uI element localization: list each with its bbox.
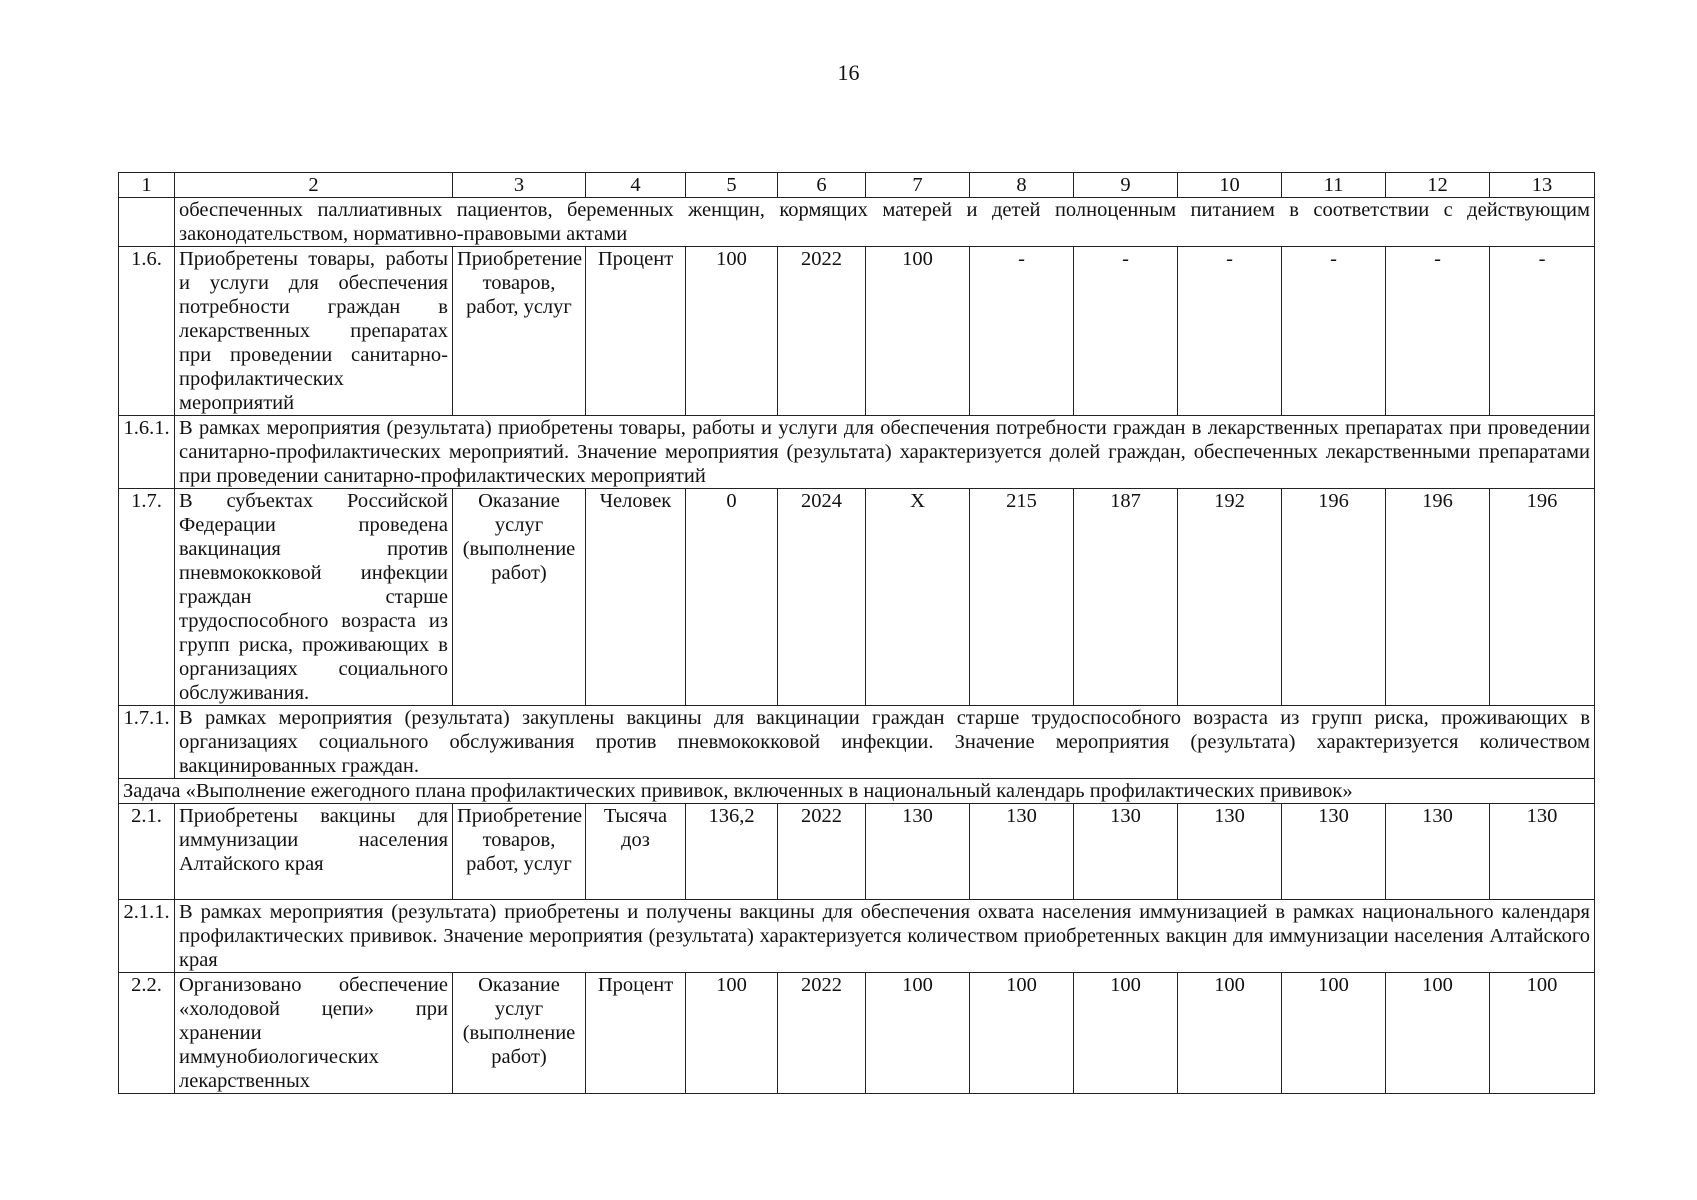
- value-col-8: 130: [970, 804, 1074, 900]
- page-number: 16: [837, 60, 860, 85]
- base-year: 2022: [778, 804, 866, 900]
- column-number: 2: [175, 173, 453, 198]
- description-text: В рамках мероприятия (результата) приобретены товары, работы и услуги для обеспечения потребности граждан в лекарственных препаратах при проведении санитарно-профилактических мероприятий. Значение мероприятия (результата) характеризуется долей граждан, обеспеченных лекарственными препаратами при проведении санитарно-профилактических мероприятий: [175, 416, 1595, 489]
- column-number: 1: [119, 173, 175, 198]
- result-name: Организовано обеспечение «холодовой цепи» при хранении иммунобиологических лекарственных: [175, 973, 453, 1094]
- description-number: 1.7.1.: [119, 706, 175, 779]
- task-row: [119, 779, 1595, 804]
- value-col-12: 130: [1386, 804, 1490, 900]
- value-col-12: 196: [1386, 489, 1490, 706]
- value-col-13: -: [1490, 247, 1595, 416]
- value-col-11: 196: [1282, 489, 1386, 706]
- task-text: Задача «Выполнение ежегодного плана профилактических прививок, включенных в национальный календарь профилактических прививок»: [119, 779, 1595, 804]
- result-name: Приобретены вакцины для иммунизации населения Алтайского края: [175, 804, 453, 900]
- value-col-9: 100: [1074, 973, 1178, 1094]
- table-row: [119, 973, 1595, 1094]
- description-row: [119, 706, 1595, 779]
- value-col-8: 100: [970, 973, 1074, 1094]
- unit-of-measure: Тысяча доз: [586, 804, 686, 900]
- column-number: 9: [1074, 173, 1178, 198]
- indicators-table: [118, 172, 1595, 1094]
- column-number: 13: [1490, 173, 1595, 198]
- value-col-10: -: [1178, 247, 1282, 416]
- column-number: 12: [1386, 173, 1490, 198]
- result-type: Оказание услуг (выполнение работ): [453, 973, 586, 1094]
- table-row: [119, 489, 1595, 706]
- result-name: В субъектах Российской Федерации проведена вакцинация против пневмококковой инфекции граждан старше трудоспособного возраста из групп риска, проживающих в организациях социального обслуживания.: [175, 489, 453, 706]
- unit-of-measure: Человек: [586, 489, 686, 706]
- value-col-13: 130: [1490, 804, 1595, 900]
- description-number: 1.6.1.: [119, 416, 175, 489]
- result-name: Приобретены товары, работы и услуги для обеспечения потребности граждан в лекарственных препаратах при проведении санитарно-профилактических мероприятий: [175, 247, 453, 416]
- column-number: 8: [970, 173, 1074, 198]
- table-row: [119, 247, 1595, 416]
- result-type: Приобретение товаров, работ, услуг: [453, 247, 586, 416]
- value-col-12: -: [1386, 247, 1490, 416]
- column-number: 5: [686, 173, 778, 198]
- base-year: 2022: [778, 973, 866, 1094]
- value-col-7: 100: [866, 973, 970, 1094]
- base-value: 0: [686, 489, 778, 706]
- value-col-9: 130: [1074, 804, 1178, 900]
- result-type: Оказание услуг (выполнение работ): [453, 489, 586, 706]
- value-col-13: 100: [1490, 973, 1595, 1094]
- value-col-9: 187: [1074, 489, 1178, 706]
- value-col-11: -: [1282, 247, 1386, 416]
- value-col-8: -: [970, 247, 1074, 416]
- description-number: 2.1.1.: [119, 900, 175, 973]
- value-col-9: -: [1074, 247, 1178, 416]
- unit-of-measure: Процент: [586, 247, 686, 416]
- column-number: 10: [1178, 173, 1282, 198]
- table-cell: [119, 198, 175, 247]
- row-number: 1.6.: [119, 247, 175, 416]
- description-text: В рамках мероприятия (результата) закуплены вакцины для вакцинации граждан старше трудоспособного возраста из групп риска, проживающих в организациях социального обслуживания против пневмококковой инфекции. Значение мероприятия (результата) характеризуется количеством вакцинированных граждан.: [175, 706, 1595, 779]
- value-col-13: 196: [1490, 489, 1595, 706]
- row-number: 2.2.: [119, 973, 175, 1094]
- continuation-row: [119, 198, 1595, 247]
- column-numbers-row: [119, 173, 1595, 198]
- base-year: 2022: [778, 247, 866, 416]
- value-col-11: 130: [1282, 804, 1386, 900]
- base-value: 100: [686, 973, 778, 1094]
- row-number: 1.7.: [119, 489, 175, 706]
- base-year: 2024: [778, 489, 866, 706]
- value-col-12: 100: [1386, 973, 1490, 1094]
- value-col-11: 100: [1282, 973, 1386, 1094]
- value-col-7: 100: [866, 247, 970, 416]
- column-number: 11: [1282, 173, 1386, 198]
- column-number: 4: [586, 173, 686, 198]
- column-number: 7: [866, 173, 970, 198]
- value-col-10: 192: [1178, 489, 1282, 706]
- result-type: Приобретение товаров, работ, услуг: [453, 804, 586, 900]
- description-row: [119, 416, 1595, 489]
- value-col-7: X: [866, 489, 970, 706]
- column-number: 6: [778, 173, 866, 198]
- base-value: 100: [686, 247, 778, 416]
- row-number: 2.1.: [119, 804, 175, 900]
- column-number: 3: [453, 173, 586, 198]
- description-row: [119, 900, 1595, 973]
- value-col-10: 100: [1178, 973, 1282, 1094]
- unit-of-measure: Процент: [586, 973, 686, 1094]
- value-col-7: 130: [866, 804, 970, 900]
- table-row: [119, 804, 1595, 900]
- base-value: 136,2: [686, 804, 778, 900]
- description-text: В рамках мероприятия (результата) приобретены и получены вакцины для обеспечения охвата населения иммунизацией в рамках национального календаря профилактических прививок. Значение мероприятия (результата) характеризуется количеством приобретенных вакцин для иммунизации населения Алтайского края: [175, 900, 1595, 973]
- value-col-8: 215: [970, 489, 1074, 706]
- value-col-10: 130: [1178, 804, 1282, 900]
- continuation-text: обеспеченных паллиативных пациентов, беременных женщин, кормящих матерей и детей полноценным питанием в соответствии с действующим законодательством, нормативно-правовыми актами: [175, 198, 1595, 247]
